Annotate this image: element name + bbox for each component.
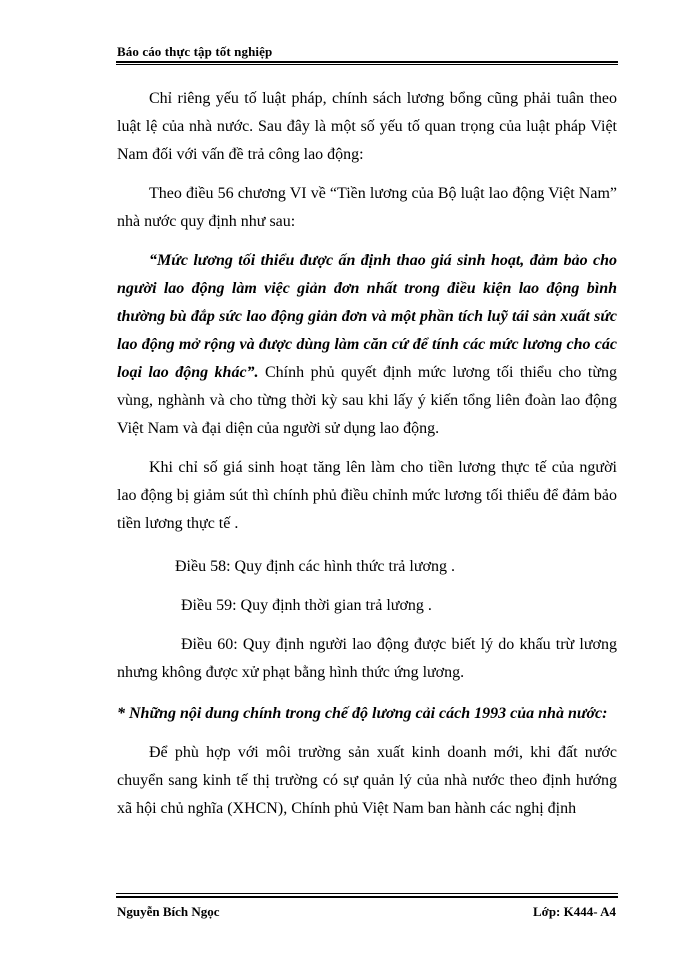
section-heading-1993-reform: * Những nội dung chính trong chế độ lương cải cách 1993 của nhà nước:	[117, 705, 608, 722]
header-divider-thin	[116, 64, 618, 65]
paragraph-minimum-wage-rest: Chính phủ quyết định mức lương tối thiểu cho từng vùng, nghành và cho từng thời kỳ sau khi lấy ý kiến tổng liên đoàn lao động Việt Nam và đại diện của người sử dụng lao động.	[117, 364, 617, 437]
paragraph-intro: Chỉ riêng yếu tố luật pháp, chính sách lương bổng cũng phải tuân theo luật lệ của nhà nước. Sau đây là một số yếu tố quan trọng của luật pháp Việt Nam đối với vấn đề trả công lao động:	[117, 90, 617, 163]
page-header-title: Báo cáo thực tập tốt nghiệp	[117, 44, 273, 59]
footer-divider-thin	[116, 893, 618, 894]
paragraph-minimum-wage	[117, 247, 617, 443]
footer-class: Lớp: K444- A4	[532, 904, 616, 919]
paragraph-price-index: Khi chỉ số giá sinh hoạt tăng lên làm cho tiền lương thực tế của người lao động bị giảm sút thì chính phủ điều chỉnh mức lương tối thiểu để đảm bảo tiền lương thực tế .	[117, 459, 617, 532]
quoted-law-text: “Mức lương tối thiểu được ấn định thao giá sinh hoạt, đảm bảo cho người lao động làm việc giản đơn nhất trong điều kiện lao động bình thường bù đắp sức lao động giản đơn và một phần tích luỹ tái sản xuất sức lao động mở rộng và được dùng làm căn cứ để tính các mức lương cho các loại lao động khác”.	[117, 252, 617, 381]
article-60: Điều 60: Quy định người lao động được biết lý do khấu trừ lương nhưng không được xử phạt bằng hình thức ứng lương.	[117, 636, 617, 681]
footer-author: Nguyễn Bích Ngọc	[117, 904, 220, 919]
article-58: Điều 58: Quy định các hình thức trả lương .	[175, 558, 455, 575]
article-59: Điều 59: Quy định thời gian trả lương .	[181, 597, 432, 614]
footer-divider	[116, 896, 618, 898]
paragraph-article-56: Theo điều 56 chương VI về “Tiền lương của Bộ luật lao động Việt Nam” nhà nước quy định như sau:	[117, 185, 617, 230]
header-divider	[116, 61, 618, 63]
paragraph-reform: Để phù hợp với môi trường sản xuất kinh doanh mới, khi đất nước chuyển sang kinh tế thị trường có sự quản lý của nhà nước theo định hướng xã hội chủ nghĩa (XHCN), Chính phủ Việt Nam ban hành các nghị định	[117, 744, 617, 817]
document-body	[117, 85, 617, 823]
